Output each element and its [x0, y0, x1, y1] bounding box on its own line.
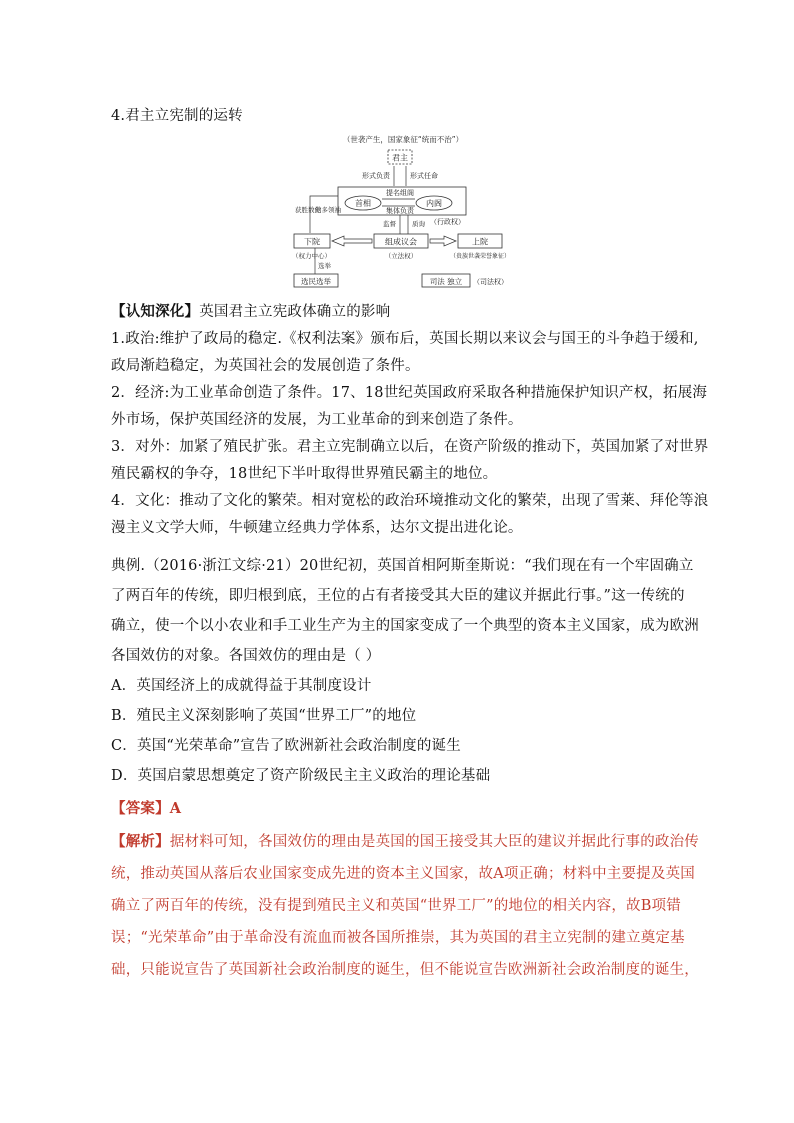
- diagram-supervise: 监督: [383, 220, 396, 228]
- point-line: 外市场，保护英国经济的发展，为工业革命的到来创造了条件。: [111, 412, 523, 428]
- diagram-legislative: （立法权）: [384, 252, 418, 260]
- analysis-line: 础，只能说宣告了英国新社会政治制度的诞生，但不能说宣告欧洲新社会政治制度的诞生，: [111, 962, 699, 978]
- diagram-parliament: 组成议会: [385, 237, 417, 247]
- diagram-lords: 上院: [472, 237, 488, 247]
- diagram-formal-appoint: 形式任命: [410, 172, 438, 180]
- diagram-judicial-indep: 司法 独立: [429, 277, 463, 286]
- point-line: 1.政治:维护了政局的稳定.《权利法案》颁布后，英国长期以来议会与国王的斗争趋于缓和,: [111, 331, 699, 347]
- diagram-top-note: （世袭产生，国家象征“统而不治”）: [342, 135, 464, 144]
- deepen-label: 【认知深化】: [111, 303, 200, 320]
- analysis-line: [111, 830, 699, 851]
- analysis-text: 据材料可知，各国效仿的理由是英国的国王接受其大臣的建议并据此行事的政治传: [169, 834, 700, 850]
- diagram-judicial: （司法权）: [473, 278, 508, 286]
- constitutional-monarchy-diagram: [288, 130, 518, 290]
- point-line: 漫主义文学大师，牛顿建立经典力学体系，达尔文提出进化论。: [111, 520, 523, 536]
- diagram-monarch: 君主: [392, 153, 408, 163]
- point-line: 政局渐趋稳定，为英国社会的发展创造了条件。: [111, 358, 420, 374]
- section-title: 4.君主立宪制的运转: [111, 108, 243, 124]
- option-a: A．英国经济上的成就得益于其制度设计: [111, 678, 372, 694]
- diagram-majority-left: 获胜数党: [295, 206, 321, 214]
- example-line: 典例.（2016·浙江文综·21）20世纪初，英国首相阿斯奎斯说：“我们现在有一个牢固确立: [111, 558, 694, 574]
- option-c: C．英国“光荣革命”宣告了欧洲新社会政治制度的诞生: [111, 738, 461, 754]
- diagram-voter-elect: 选民选举: [301, 277, 331, 286]
- diagram-commons: 下院: [304, 237, 320, 247]
- diagram-collective: 集体负责: [386, 207, 414, 215]
- analysis-line: 统，推动英国从落后农业国家变成先进的资本主义国家，故A项正确；材料中主要提及英国: [111, 866, 695, 882]
- option-b: B．殖民主义深刻影响了英国“世界工厂”的地位: [111, 708, 417, 724]
- diagram-majority-right: 的多领袖: [315, 206, 341, 214]
- diagram-power-center: （权力中心）: [292, 252, 331, 260]
- example-line: 了两百年的传统，即归根到底，王位的占有者接受其大臣的建议并据此行事。”这一传统的: [111, 588, 685, 604]
- diagram-cabinet: 内阁: [426, 199, 442, 208]
- diagram-lords-note: （贵族世袭荣誉象征）: [449, 253, 511, 260]
- point-line: 殖民霸权的争夺，18世纪下半叶取得世界殖民霸主的地位。: [111, 466, 498, 482]
- deepen-heading: [111, 300, 390, 321]
- point-line: 2．经济:为工业革命创造了条件。17、18世纪英国政府采取各种措施保护知识产权，拓展海: [111, 385, 708, 401]
- diagram-formal-responsible: 形式负责: [362, 172, 390, 180]
- example-line: 各国效仿的对象。各国效仿的理由是（ ）: [111, 648, 381, 664]
- diagram-nominate: 提名组阁: [386, 189, 414, 197]
- answer: 【答案】A: [111, 800, 182, 817]
- example-line: 确立，使一个以小农业和手工业生产为主的国家变成了一个典型的资本主义国家，成为欧洲: [111, 618, 699, 634]
- diagram-elect: 选举: [318, 262, 331, 270]
- point-line: 4．文化：推动了文化的繁荣。相对宽松的政治环境推动文化的繁荣，出现了雪莱、拜伦等浪: [111, 493, 709, 509]
- option-d: D．英国启蒙思想奠定了资产阶级民主主义政治的理论基础: [111, 768, 491, 784]
- deepen-title: 英国君主立宪政体确立的影响: [199, 304, 391, 320]
- diagram-question: 质询: [412, 220, 425, 228]
- analysis-line: 误；“光荣革命”由于革命没有流血而被各国所推崇，其为英国的君主立宪制的建立奠定基: [111, 930, 685, 946]
- point-line: 3．对外：加紧了殖民扩张。君主立宪制确立以后，在资产阶级的推动下，英国加紧了对世界: [111, 439, 709, 455]
- diagram-exec-power: （行政权）: [430, 218, 465, 226]
- analysis-label: 【解析】: [111, 833, 170, 850]
- diagram-pm: 首相: [355, 199, 371, 208]
- analysis-line: 确立了两百年的传统，没有提到殖民主义和英国“世界工厂”的地位的相关内容，故B项错: [111, 898, 681, 914]
